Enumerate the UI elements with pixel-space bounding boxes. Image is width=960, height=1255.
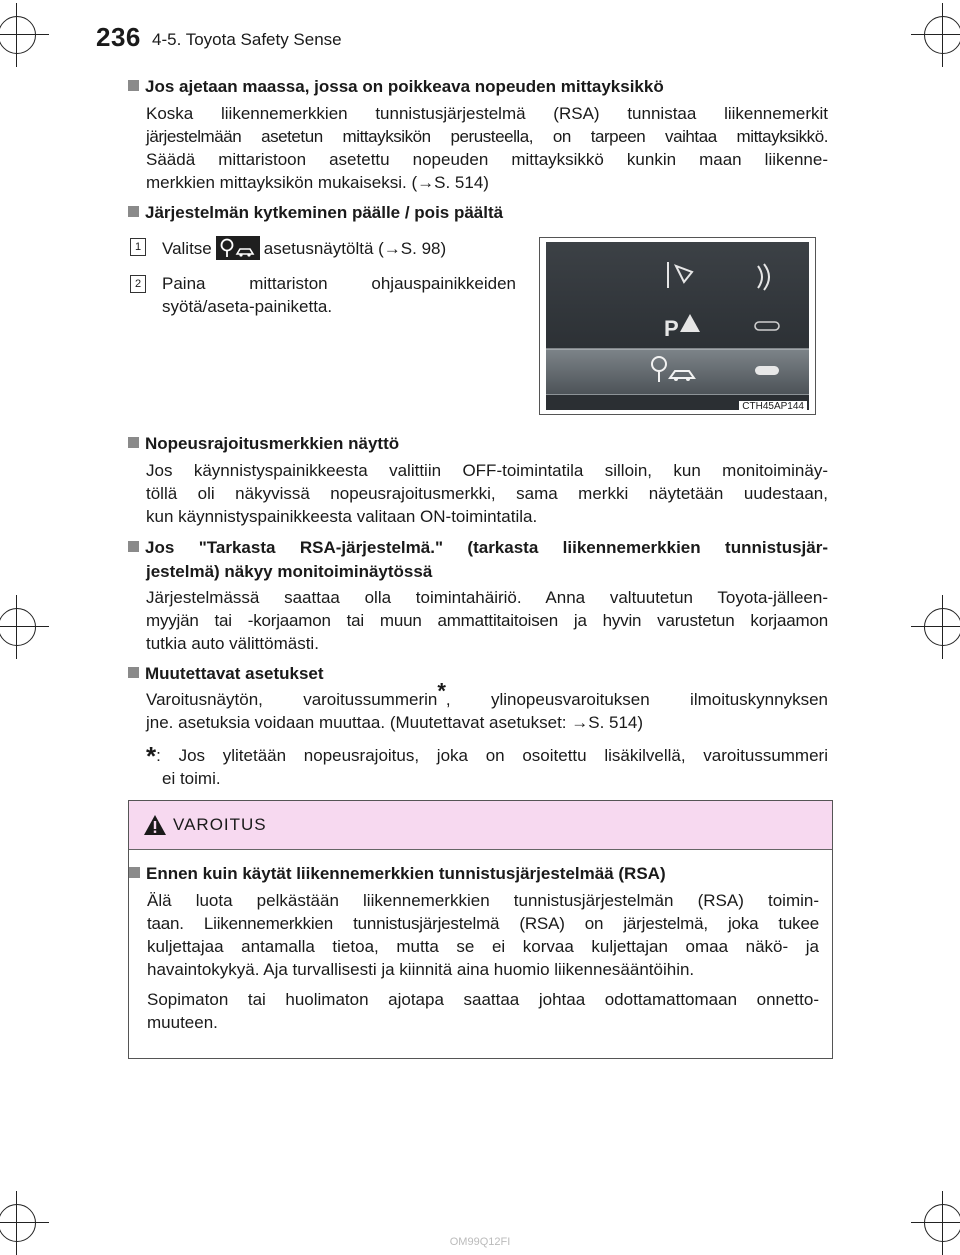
section-heading: Jos "Tarkasta RSA-järjestelmä." (tarkasta liikennemerkkien tunnistusjär- jestelmä) näkyy monitoiminäytössä xyxy=(128,536,828,584)
section-paragraph: Jos käynnistyspainikkeesta valittiin OFF-toimintatila silloin, kun monitoiminäy- töllä oli näkyvissä nopeusrajoitusmerkki, sama merkki näytetään uudestaan, kun käynnistyspainikkeesta valitaan ON-toimintatila. xyxy=(146,461,828,526)
step-number: 2 xyxy=(130,275,146,293)
section-heading: Jos ajetaan maassa, jossa on poikkeava nopeuden mittayksikkö xyxy=(128,76,828,98)
crop-mark-top-right xyxy=(924,16,960,54)
multi-information-display xyxy=(546,242,809,410)
bullet-square-icon xyxy=(128,541,139,552)
section-paragraph: Koska liikennemerkkien tunnistusjärjestelmä (RSA) tunnistaa liikennemerkit järjestelmään asetetun mittayksikön perusteella, on tarpeen vaihtaa mittayksikkö. Säädä mittaristoon asetettu nopeuden mittayksikkö kunkin maan liikenne- merkkien mittayksikön mukaiseksi. (→S. 514) xyxy=(146,104,828,192)
footer-watermark: OM99Q12FI xyxy=(449,1236,511,1248)
step-text: Valitse asetusnäytöltä (→S. 98) xyxy=(162,235,522,263)
warning-paragraph: Sopimaton tai huolimaton ajotapa saattaa johtaa odottamattomaan onnetto- muuteen. xyxy=(147,990,819,1032)
warning-paragraph: Älä luota pelkästään liikennemerkkien tunnistusjärjestelmän (RSA) toimin- taan. Liikennemerkkien tunnistusjärjestelmä (RSA) on järjestelmä, joka tukee kuljettajaa antamalla tietoa, mutta se ei korvaa kuljettajan omaa näkö- ja havaintokykyä. Aja turvallisesti ja kiinnitä aina huomio liikennesääntöihin. xyxy=(147,891,819,979)
bullet-square-icon xyxy=(128,80,139,91)
section-heading: Järjestelmän kytkeminen päälle / pois päältä xyxy=(128,202,828,224)
rsa-setting-icon xyxy=(216,236,260,260)
section-heading: Nopeusrajoitusmerkkien näyttö xyxy=(128,433,828,455)
step-text: Paina mittariston ohjauspainikkeiden syötä/aseta-painiketta. xyxy=(162,274,516,316)
section-paragraph: Varoitusnäytön, varoitussummerin*, ylinopeusvaroituksen ilmoituskynnyksen jne. asetuksia voidaan muuttaa. (Muutettavat asetukset: →S. 514) xyxy=(146,678,828,732)
footnote: *: Jos ylitetään nopeusrajoitus, joka on osoitettu lisäkilvellä, varoitussummeri ei toimi. xyxy=(146,741,828,788)
warning-heading: Ennen kuin käytät liikennemerkkien tunnistusjärjestelmää (RSA) xyxy=(129,863,819,885)
section-paragraph: Järjestelmässä saattaa olla toimintahäiriö. Anna valtuutetun Toyota-jälleen- myyjän tai -korjaamon tai muun ammattitaitoisen ja hyvin varustetun korjaamon tutkia auto välittömästi. xyxy=(146,588,828,653)
warning-header xyxy=(129,801,832,850)
display-illustration xyxy=(546,242,809,410)
crop-mark-mid-right xyxy=(924,608,960,646)
section-heading: Muutettavat asetukset xyxy=(128,663,828,685)
bullet-square-icon xyxy=(128,206,139,217)
figure-id-label: CTH45AP144 xyxy=(739,401,807,412)
warning-title: VAROITUS xyxy=(173,815,267,834)
crop-mark-mid-left xyxy=(0,608,36,646)
section-title: 4-5. Toyota Safety Sense xyxy=(152,30,342,49)
figure-display-screen xyxy=(539,237,816,415)
page-number: 236 xyxy=(96,22,141,52)
warning-box xyxy=(128,800,833,1059)
crop-mark-top-left xyxy=(0,16,36,54)
warning-triangle-icon xyxy=(143,814,167,836)
bullet-square-icon xyxy=(128,437,139,448)
step-number: 1 xyxy=(130,238,146,256)
svg-text:P: P xyxy=(664,316,679,341)
bullet-square-icon xyxy=(128,667,139,678)
bullet-square-icon xyxy=(129,867,140,878)
